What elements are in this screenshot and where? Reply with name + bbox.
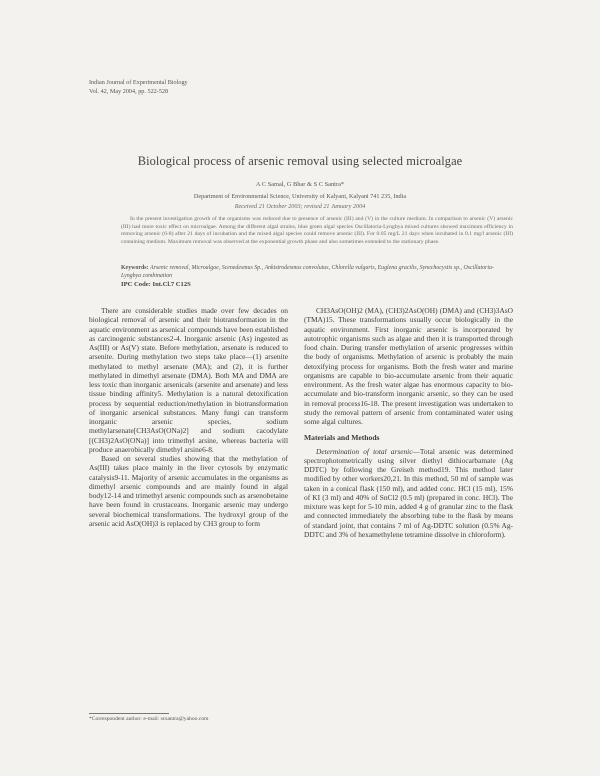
intro-paragraph-2: Based on several studies showing that the methylation of As(III) takes place mainly in the liver cytosols by enzymatic catalysis9-11. Majority of arsenic accumulates in the organisms as dimethyl arsenic compounds and are mainly found in algal body12-14 and trimethyl arsenic compounds such as arsenobetaine have been found in crustaceans. Inorganic arsenic may undergo several biochemical transformations. The hydroxyl group of the arsenic acid AsO(OH)3 is replaced by CH3 group to form: [89, 454, 288, 528]
keywords-label: Keywords:: [121, 265, 149, 271]
journal-volume: Vol. 42, May 2004, pp. 522-528: [89, 87, 169, 95]
intro-paragraph-1: There are considerable studies made over few decades on biological removal of arsenic and their biotransformation in the aquatic environment as arsenical compounds have been established as carcinogenic substances2-4. Inorganic arsenic (As) ingested as As(III) or As(V) state. Before methylation, arsenate is reduced to arsenite. During methylation two steps take place—(1) arsenite methylated to methyl arsenate (MA); and (2), it is further methylated in dimethyl arsenate (DMA). Both MA and DMA are less toxic than inorganic arsenicals (arsenite and arsenate) and less tissue binding affinity5. Methylation is a natural detoxification process by sequential reduction/methylation in biotransformation of inorganic arsenical substances. Many fungi can transform inorganic arsenic species, sodium methylarsenate[CH3AsO(ONa)2] and sodium cacodylate [(CH3)2AsO(ONa)] into trimethyl arsine, whereas bacteria will produce anaerobically dimethyl arsine6-8.: [89, 306, 288, 454]
keywords-list: Arsenic removal, Microalgae, Scenedesmus Sp., Ankistrodesmus convolutus, Chlorella vulgaris, Euglena gracilis, Synechocystis sp., Oscillatoria-Lyngbya combination: [121, 265, 494, 279]
journal-header: [89, 79, 188, 96]
methods-text: —Total arsenic was determined spectrophotometrically using silver diethyl dithiocarbamate (Ag DDTC) by following the Greiseh method19. This method later modified by other workers20,21. In this method, 50 ml of sample was taken in a conical flask (150 ml), and added conc. HCl (15 ml), 15% of KI (3 ml) and 40% of SnCl2 (0.5 ml) (prepared in conc. HCl). The mixture was kept for 5-10 min, added 4 g of granular zinc to the flask and connected immediately the absorbing tube to the flask by means of standard joint, that contains 7 ml of Ag-DDTC solution (0.5% Ag-DDTC and 3% of hexamethylene tetramine dissolve in chloroform).: [304, 446, 513, 539]
section-heading-materials-methods: Materials and Methods: [304, 433, 380, 443]
body-column-left: [89, 306, 288, 528]
received-dates: Received 21 October 2003; revised 21 January 2004: [234, 203, 366, 210]
authors: A C Samal, G Bhar & S C Santra*: [255, 181, 345, 188]
paper-title: Biological process of arsenic removal using selected microalgae: [137, 154, 463, 168]
footnote: *Correspondent author: e-mail: scsantra@yahoo.com: [89, 716, 209, 722]
intro-paragraph-3: CH3AsO(OH)2 (MA), (CH3)2AsO(OH) (DMA) and (CH3)3AsO (TMA)15. These transformations usually occur biologically in the aquatic environment. First inorganic arsenic is incorporated by autotrophic organisms such as algae and then it is transported through food chain. During transfer methylation of arsenic progresses within the body of organisms. Methylation of arsenic is probably the main detoxifying process for organisms. Both the fresh water and marine organisms are capable to bio-accumulate arsenic from their aquatic environment. As the fresh water algae has enormous capacity to bio-accumulate and bio-transform inorganic arsenic, so they can be used in removal process16-18. The present investigation was undertaken to study the removal pattern of arsenic from contaminated water using some algal cultures.: [304, 306, 513, 426]
methods-paragraph: [304, 447, 513, 540]
footnote-divider: [89, 713, 169, 714]
affiliation: Department of Environmental Science, University of Kalyani, Kalyani 741 235, India: [193, 193, 407, 200]
methods-subheading: Determination of total arsenic: [316, 446, 413, 456]
abstract: In the present investigation growth of the organisms was reduced due to presence of arsenic (III) and (V) in the culture medium. In comparison to arsenic (V) arsenic (III) had more toxic effect on microalgae. Among the different algal strains, blue green algal species Oscillatoria-Lyngbya mixed cultures showed maximum efficiency in removing arsenic (6-8) after 21 days of incubation and the mixed algal species could remove arsenic (III). For 0.05 mg/L 21 days when incubated in 0.1 mg/l arsenic (III) containing medium. Maximum removal was observed at the exponential growth phase and also sometimes extended to the stationary phase.: [121, 216, 513, 245]
journal-name: Indian Journal of Experimental Biology: [89, 79, 188, 86]
keywords: [121, 265, 513, 280]
body-column-right: [304, 306, 513, 539]
ipc-code: IPC Code: Int.Cl.7 C12S: [121, 281, 191, 288]
